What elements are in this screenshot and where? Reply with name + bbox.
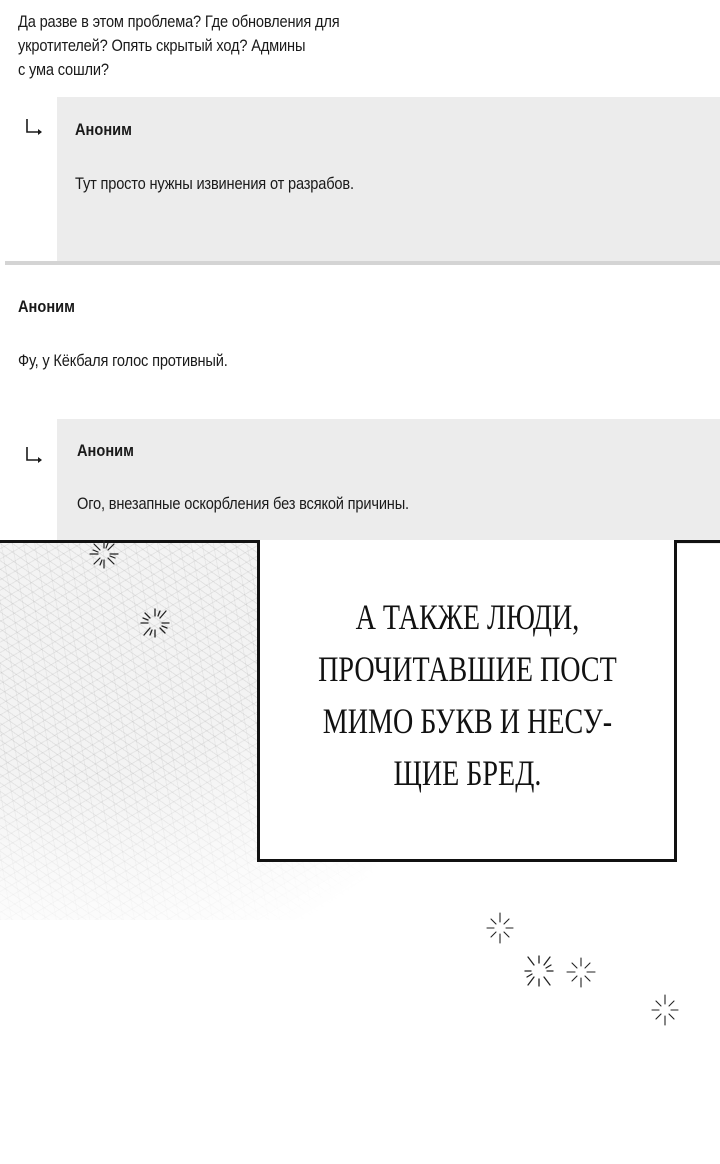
reply-container — [57, 419, 720, 544]
reply-author[interactable]: Аноним — [77, 441, 134, 460]
reply-container — [57, 97, 720, 262]
sparkle-icon — [138, 606, 172, 640]
caption-text — [318, 591, 617, 799]
reply-text: Ого, внезапные оскорбления без всякой причины. — [77, 494, 409, 513]
comments-section — [0, 0, 720, 540]
reply-arrow-icon — [24, 118, 46, 136]
caption-line: ПРОЧИТАВШИЕ ПОСТ — [317, 649, 617, 689]
sparkle-icon — [88, 540, 120, 570]
caption-line: ЩИЕ БРЕД. — [393, 753, 541, 793]
sparkle-icon — [566, 956, 596, 988]
comment-text-line: с ума сошли? — [18, 60, 109, 79]
sparkle-icon — [650, 993, 680, 1027]
comment-text-line: Да разве в этом проблема? Где обновления для — [18, 12, 340, 31]
reply-author[interactable]: Аноним — [75, 120, 132, 139]
reply-text: Тут просто нужны извинения от разрабов. — [75, 174, 354, 193]
comment-divider — [5, 261, 720, 265]
sparkle-icon — [484, 912, 516, 944]
caption-line: А ТАКЖЕ ЛЮДИ, — [355, 597, 579, 637]
comment-text-line: укротителей? Опять скрытый ход? Админы — [18, 36, 306, 55]
comment-author[interactable]: Аноним — [18, 297, 75, 316]
reply-arrow-icon — [24, 446, 46, 464]
comic-panel — [0, 540, 720, 1164]
caption-line: МИМО БУКВ И НЕСУ- — [322, 701, 612, 741]
comment-text: Фу, у Кёкбаля голос противный. — [18, 351, 228, 370]
comment-text — [18, 10, 339, 82]
sparkle-icon — [522, 953, 556, 989]
caption-box — [257, 540, 677, 862]
